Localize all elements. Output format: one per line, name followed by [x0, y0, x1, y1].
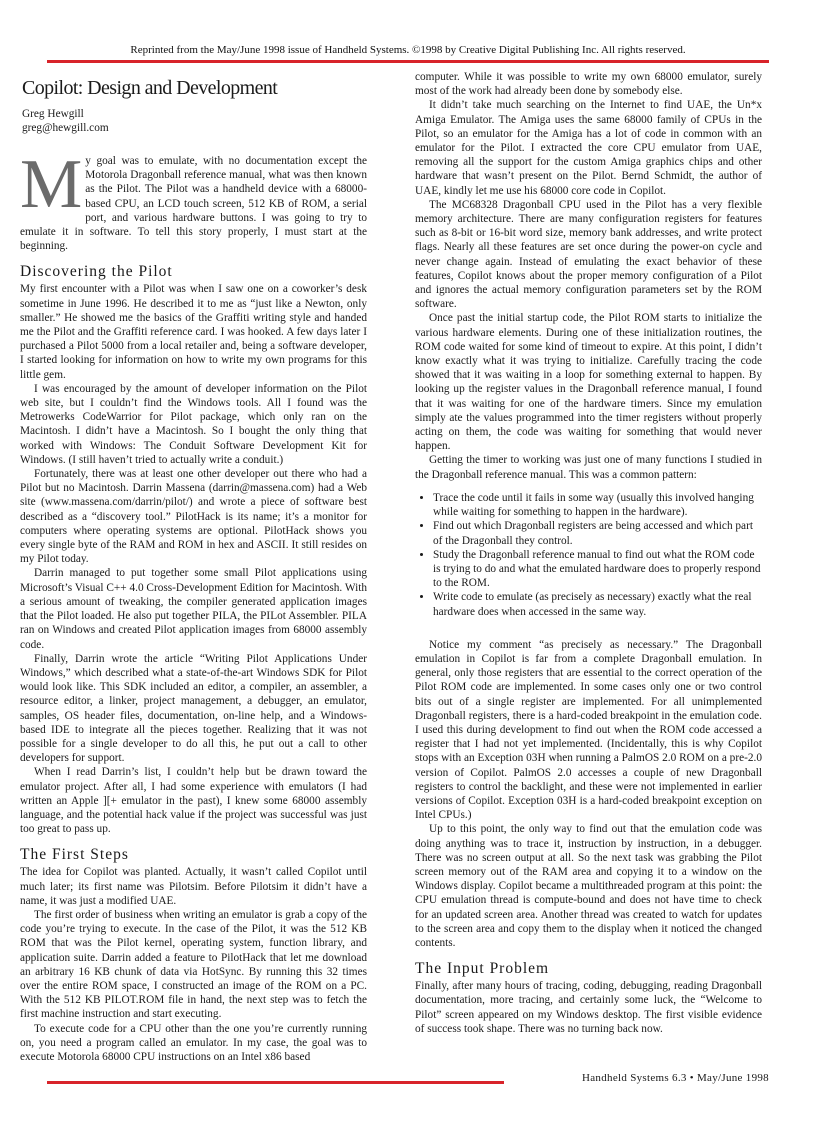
- list-item: • Trace the code until it fails in some way (usually this involved hanging while waiting for something to happen in the hardware).: [433, 491, 762, 519]
- intro-text: y goal was to emulate, with no documentation except the Motorola Dragonball reference manual, what was then known as the Pilot. The Pilot was a handheld device with a 68000-based CPU, an LCD touch screen, 512 KB of ROM, a serial port, and various hardware buttons. I was going to try to emulate it in software. To tell this story properly, I must start at the beginning.: [20, 155, 367, 253]
- byline: [22, 108, 367, 135]
- paragraph: I was encouraged by the amount of developer information on the Pilot web site, but I couldn’t find the Windows tools. All I found was the Metrowerks CodeWarrior for Pilot package, which only ran on the Macintosh. I didn’t have a Macintosh. So I bought the only thing that worked with Windows: The Conduit Software Development Kit for Windows. (I still haven’t tried to actually write a conduit.): [20, 382, 367, 466]
- paragraph: The first order of business when writing an emulator is grab a copy of the code you’re trying to execute. In the case of the Pilot, it was the 512 KB ROM that was the Pilot kernel, operating system, function library, and application suite. Darrin added a feature to PilotHack that let me download an arbitrary 16 KB chunk of data via HotSync. By running this 32 times over the entire ROM space, I constructed an image of the ROM on a PC. With the 512 KB PILOT.ROM file in hand, the next step was to fetch the first machine instruction and start executing.: [20, 908, 367, 1021]
- reprint-notice: Reprinted from the May/June 1998 issue of Handheld Systems. ©1998 by Creative Digital Publishing Inc. All rights reserved.: [130, 44, 686, 56]
- paragraph: The idea for Copilot was planted. Actually, it wasn’t called Copilot until much later; its first name was Pilotsim. Before Pilotsim it didn’t have a name, it was just a modified UAE.: [20, 866, 367, 907]
- drop-cap: M: [20, 146, 83, 223]
- paragraph: Finally, after many hours of tracing, coding, debugging, reading Dragonball documentation, more tracing, and certainly some luck, the “Welcome to Pilot” screen appeared on my Windows desktop. The first visible evidence of success took shape. There was no turning back now.: [415, 980, 762, 1035]
- paragraph: When I read Darrin’s list, I couldn’t help but be drawn toward the emulator project. After all, I had some experience with emulators (I had written an Apple ][+ emulator in the past), I knew some 68000 assembly language, and the potential hack value if the project was successful was just too great to pass up.: [20, 766, 367, 836]
- paragraph: Once past the initial startup code, the Pilot ROM starts to initialize the various hardware elements. During one of these initialization routines, the ROM code waited for some kind of timeout to expire. At this point, I didn’t know exactly what it was trying to initialize. Carefully tracing the code showed that it was waiting in a loop for something external to happen. By looking up the register values in the Dragonball reference manual, I found that it was waiting for one of the hardware timers. Since my emulation simply ate the values programmed into the timer registers without properly acting on them, the code was waiting for something that would never happen.: [415, 312, 762, 453]
- paragraph: computer. While it was possible to write my own 68000 emulator, surely most of the work had already been done by somebody else.: [415, 71, 762, 98]
- list-item: • Study the Dragonball reference manual to find out what the ROM code is trying to do and what the emulated hardware does to properly respond to the ROM.: [433, 548, 762, 591]
- paragraph: Up to this point, the only way to find out that the emulation code was doing anything was to trace it, instruction by instruction, in a debugger. There was no screen output at all. So the next task was grabbing the Pilot screen memory out of the RAM area and copying it to a window on the Windows display. Copilot became a multithreaded program at this point: the CPU emulation thread is compute-bound and does not have time to check for an updated screen area. Another thread was created to watch for updates to the screen area and copy them to the display when it noticed the changed contents.: [415, 823, 762, 949]
- paragraph: It didn’t take much searching on the Internet to find UAE, the Un*x Amiga Emulator. The Amiga uses the same 68000 family of CPUs in the Pilot, so an emulator for the Amiga has a lot of code in common with an emulator for the Pilot. I extracted the core CPU emulator from UAE, removing all the support for the custom Amiga graphics chips and other hardware that wasn’t present on the Pilot. Bernd Schmidt, the author of UAE, kindly let me use his 68000 core code in Copilot.: [415, 99, 762, 197]
- pattern-list: [415, 491, 762, 619]
- paragraph: Darrin managed to put together some small Pilot applications using Microsoft’s Visual C++ 4.0 Cross-Development Edition for Macintosh. With a serious amount of tweaking, the compiler generated application images that the Pilot loaded. He also put together PILA, the PILot Assembler. PILA ran on Windows and created Pilot application images from 68000 assembly code.: [20, 567, 367, 651]
- right-column: [415, 70, 762, 1036]
- section-heading-input-problem: The Input Problem: [415, 960, 550, 978]
- intro-paragraph: [20, 146, 367, 253]
- paragraph: The MC68328 Dragonball CPU used in the Pilot has a very flexible memory architecture. There are many configuration registers for features such as 8-bit or 16-bit word size, memory bank addresses, and write protect flags. Nearly all these features are set once during the power-on cycle and never change again. Instead of emulating the exact behavior of these features, Copilot knows about the proper memory configuration of a Pilot and ignores the actual memory configuration parameters set by the ROM software.: [415, 198, 762, 311]
- author-email: greg@hewgill.com: [22, 121, 109, 134]
- list-item: • Write code to emulate (as precisely as necessary) exactly what the real hardware does when accessed in the same way.: [433, 590, 762, 618]
- list-item: • Find out which Dragonball registers are being accessed and which part of the Dragonball they control.: [433, 519, 762, 547]
- paragraph: Fortunately, there was at least one other developer out there who had a Pilot but no Macintosh. Darrin Massena (darrin@massena.com) had a Web site (www.massena.com/darrin/pilot/) and wrote a piece of software best described as a “discovery tool.” PilotHack is its name; it’s a monitor for computers where operating systems are optional. PilotHack shows you every single byte of the RAM and ROM in hex and ASCII. It still resides on my Pilot today.: [20, 468, 367, 566]
- section-heading-first-steps: The First Steps: [20, 846, 129, 864]
- article-title: Copilot: Design and Development: [22, 77, 278, 99]
- bottom-red-rule: [47, 1081, 504, 1084]
- top-red-rule: [47, 60, 769, 63]
- paragraph: Finally, Darrin wrote the article “Writing Pilot Applications Under Windows,” which described what a state-of-the-art Windows SDK for Pilot would look like. This SDK included an editor, a compiler, an assembler, a resource editor, a linker, project management, a debugger, an emulator, samples, OS header files, documentation, on-line help, and a Windows-based IDE to integrate all the pieces together. Realizing that it was not possible for a single developer to do all this, he put out a call to other developers for support.: [20, 652, 367, 765]
- paragraph: To execute code for a CPU other than the one you’re currently running on, you need a program called an emulator. In my case, the goal was to execute Motorola 68000 CPU instructions on an Intel x86 based: [20, 1022, 367, 1063]
- author-name: Greg Hewgill: [22, 108, 84, 120]
- section-heading-discovering: Discovering the Pilot: [20, 263, 173, 281]
- paragraph: Getting the timer to working was just one of many functions I studied in the Dragonball reference manual. This was a common pattern:: [415, 454, 762, 481]
- paragraph: Notice my comment “as precisely as necessary.” The Dragonball emulation in Copilot is far from a complete Dragonball emulation. In general, only those registers that are essential to the correct operation of the Pilot ROM code are implemented. In some cases only one or two control bits out of a single register are implemented. For all unimplemented Dragonball registers, there is a hard-coded breakpoint in the emulation code. I used this during development to find out when the ROM code accessed a register that I had not yet implemented. (Incidentally, this is why Copilot stops with an Exception 03H when running a PalmOS 2.0 ROM on a pre-2.0 version of Copilot. PalmOS 2.0 accesses a couple of new Dragonball registers to control the backlight, and these were not implemented in earlier versions of Copilot. Exception 03H is a hard-coded breakpoint exception on Intel CPUs.): [415, 638, 762, 822]
- left-column: [20, 70, 367, 1064]
- paragraph: My first encounter with a Pilot was when I saw one on a coworker’s desk sometime in June 1996. He described it to me as “just like a Newton, only smaller.” He showed me the basics of the Graffiti writing style and handed me the Pilot and the Graffiti reference card. I was hooked. A few days later I purchased a Pilot 5000 from a local retailer and, being a software developer, I started looking for information on how to write my own programs for this little gem.: [20, 283, 367, 381]
- footer-issue-line: Handheld Systems 6.3 • May/June 1998: [582, 1072, 769, 1084]
